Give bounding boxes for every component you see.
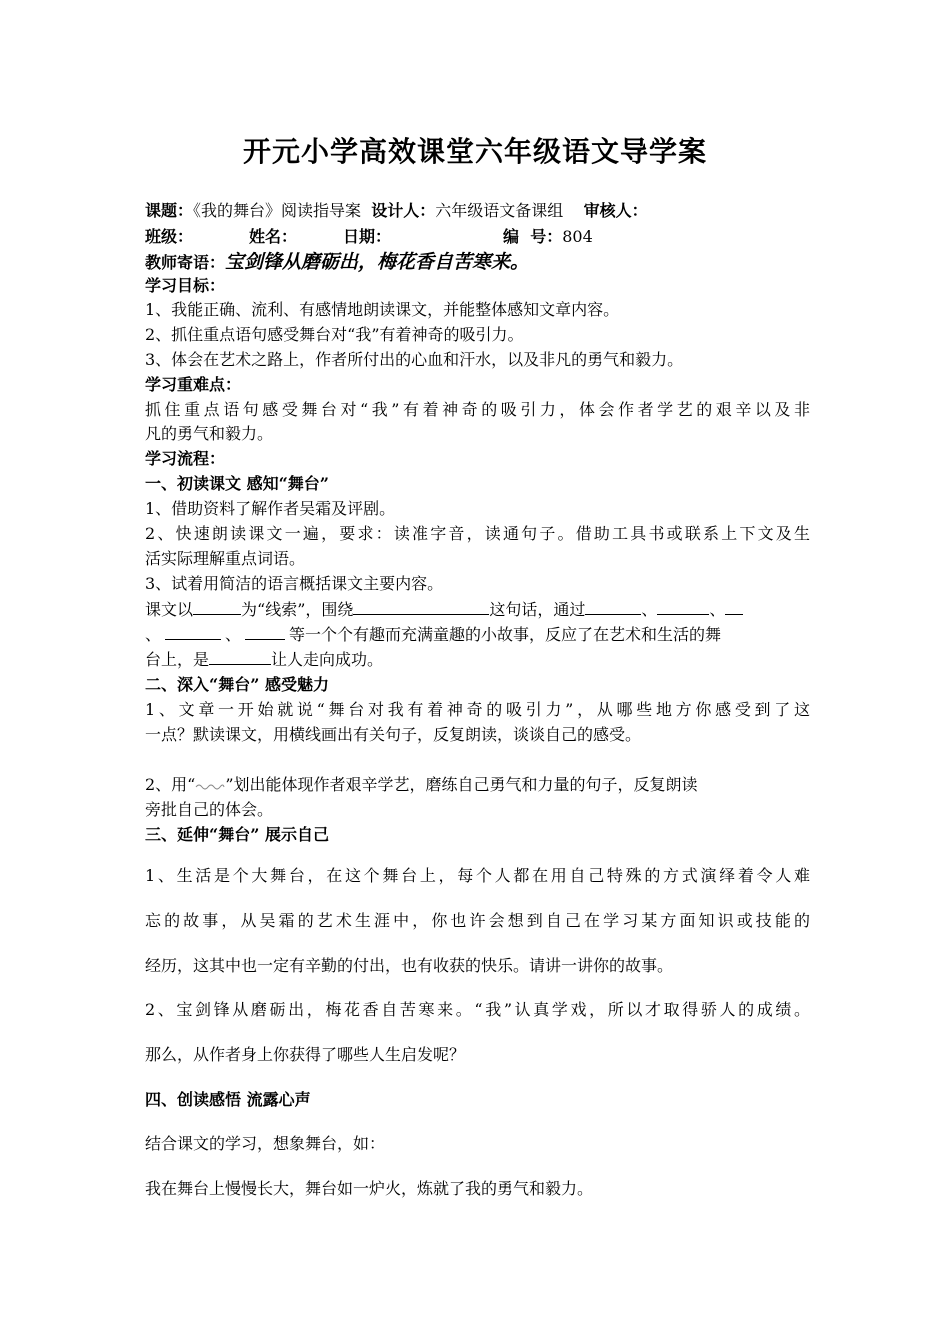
section-3-item-1-line-1: 1、生活是个大舞台，在这个舞台上，每个人都在用自己特殊的方式演绎着令人难 (145, 866, 810, 885)
section-2-item-1-line-1: 1、文章一开始就说“舞台对我有着神奇的吸引力”，从哪些地方你感受到了这 (145, 700, 810, 719)
section-3-item-1-line-2: 忘的故事，从吴霜的艺术生涯中，你也许会想到自己在学习某方面知识或技能的 (145, 911, 810, 930)
section-2-item-2-line-1 (145, 773, 810, 797)
blank-story-2[interactable] (657, 598, 709, 615)
fill-text-f: 让人走向成功。 (271, 650, 384, 669)
fill-text-b: 为“线索”，围绕 (241, 600, 354, 619)
class-label: 班级： (145, 227, 194, 246)
section-4-item-2: 我在舞台上慢慢长大，舞台如一炉火，炼就了我的勇气和毅力。 (145, 1179, 594, 1198)
fill-blank-line-1 (145, 598, 810, 622)
motto-value: 宝剑锋从磨砺出，梅花香自苦寒来。 (225, 251, 530, 273)
header-row-motto (145, 250, 810, 275)
section-3-heading: 三、延伸“舞台” 展示自己 (145, 825, 329, 844)
section-1-item-2-line-1: 2、快速朗读课文一遍，要求：读准字音，读通句子。借助工具书或联系上下文及生 (145, 524, 810, 543)
blank-sentence[interactable] (353, 598, 489, 615)
fill-sep-1: 、 (641, 600, 658, 619)
fill-text-e: 台上，是 (145, 650, 210, 669)
topic-value: 《我的舞台》阅读指导案 (193, 201, 362, 220)
designer-value: 六年级语文备课组 (435, 201, 564, 220)
section-2-item-1-line-2: 一点？默读课文，用横线画出有关句子，反复朗读，谈谈自己的感受。 (145, 725, 642, 744)
name-label: 姓名： (249, 227, 298, 246)
section-1-item-3: 3、试着用简洁的语言概括课文主要内容。 (145, 574, 444, 593)
section-1-heading: 一、初读课文 感知“舞台” (145, 474, 329, 493)
section-2-heading: 二、深入“舞台” 感受魅力 (145, 675, 329, 694)
reviewer-label: 审核人： (583, 201, 648, 220)
document-title: 开元小学高效课堂六年级语文导学案 (242, 135, 707, 168)
goals-heading: 学习目标： (145, 276, 226, 295)
motto-label: 教师寄语： (145, 253, 226, 272)
keypoints-line-1: 抓住重点语句感受舞台对“我”有着神奇的吸引力，体会作者学艺的艰辛以及非 (145, 400, 810, 419)
section-1-item-1: 1、借助资料了解作者吴霜及评剧。 (145, 499, 396, 518)
wave-text-b: ”划出能体现作者艰辛学艺，磨练自己勇气和力量的句子，反复朗读 (225, 775, 698, 794)
fill-blank-line-3 (145, 648, 810, 672)
keypoints-heading: 学习重难点： (145, 375, 242, 394)
goal-item-1: 1、我能正确、流利、有感情地朗读课文，并能整体感知文章内容。 (145, 300, 620, 319)
keypoints-line-2: 凡的勇气和毅力。 (145, 424, 274, 443)
topic-label: 课题： (145, 201, 194, 220)
section-4-item-1: 结合课文的学习，想象舞台，如： (145, 1134, 386, 1153)
section-1-item-2-line-2: 活实际理解重点词语。 (145, 549, 306, 568)
section-2-item-2-line-2: 旁批自己的体会。 (145, 800, 274, 819)
section-3-item-2-line-2: 那么，从作者身上你获得了哪些人生启发呢？ (145, 1045, 466, 1064)
process-heading: 学习流程： (145, 449, 226, 468)
blank-story-1[interactable] (585, 598, 641, 615)
header-row-topic (145, 199, 810, 223)
goal-item-3: 3、体会在艺术之路上，作者所付出的心血和汗水，以及非凡的勇气和毅力。 (145, 350, 684, 369)
fill-sep-2: 、 (709, 600, 726, 619)
number-label: 编 号： (503, 227, 563, 246)
fill-blank-line-2 (145, 623, 810, 647)
fill-text-a: 课文以 (145, 600, 194, 619)
header-row-class (145, 225, 810, 249)
wave-text-a: 2、用“ (145, 775, 196, 794)
designer-label: 设计人： (371, 201, 436, 220)
fill-sep-4: 、 (225, 625, 242, 644)
blank-story-4[interactable] (165, 623, 221, 640)
goal-item-2: 2、抓住重点语句感受舞台对“我”有着神奇的吸引力。 (145, 325, 524, 344)
blank-quality[interactable] (209, 648, 271, 665)
date-label: 日期： (343, 227, 392, 246)
fill-text-c: 这句话，通过 (489, 600, 586, 619)
blank-story-5[interactable] (245, 623, 285, 640)
section-4-heading: 四、创读感悟 流露心声 (145, 1090, 311, 1109)
fill-sep-3: 、 (145, 625, 162, 644)
blank-story-3[interactable] (725, 598, 743, 615)
fill-text-d: 等一个个有趣而充满童趣的小故事，反应了在艺术和生活的舞 (289, 625, 722, 644)
wavy-underline-icon (195, 781, 225, 791)
section-3-item-1-line-3: 经历，这其中也一定有辛勤的付出，也有收获的快乐。请讲一讲你的故事。 (145, 956, 674, 975)
blank-clue[interactable] (193, 598, 241, 615)
number-value: 804 (562, 227, 593, 246)
section-3-item-2-line-1: 2、宝剑锋从磨砺出，梅花香自苦寒来。“我”认真学戏，所以才取得骄人的成绩。 (145, 1000, 810, 1019)
